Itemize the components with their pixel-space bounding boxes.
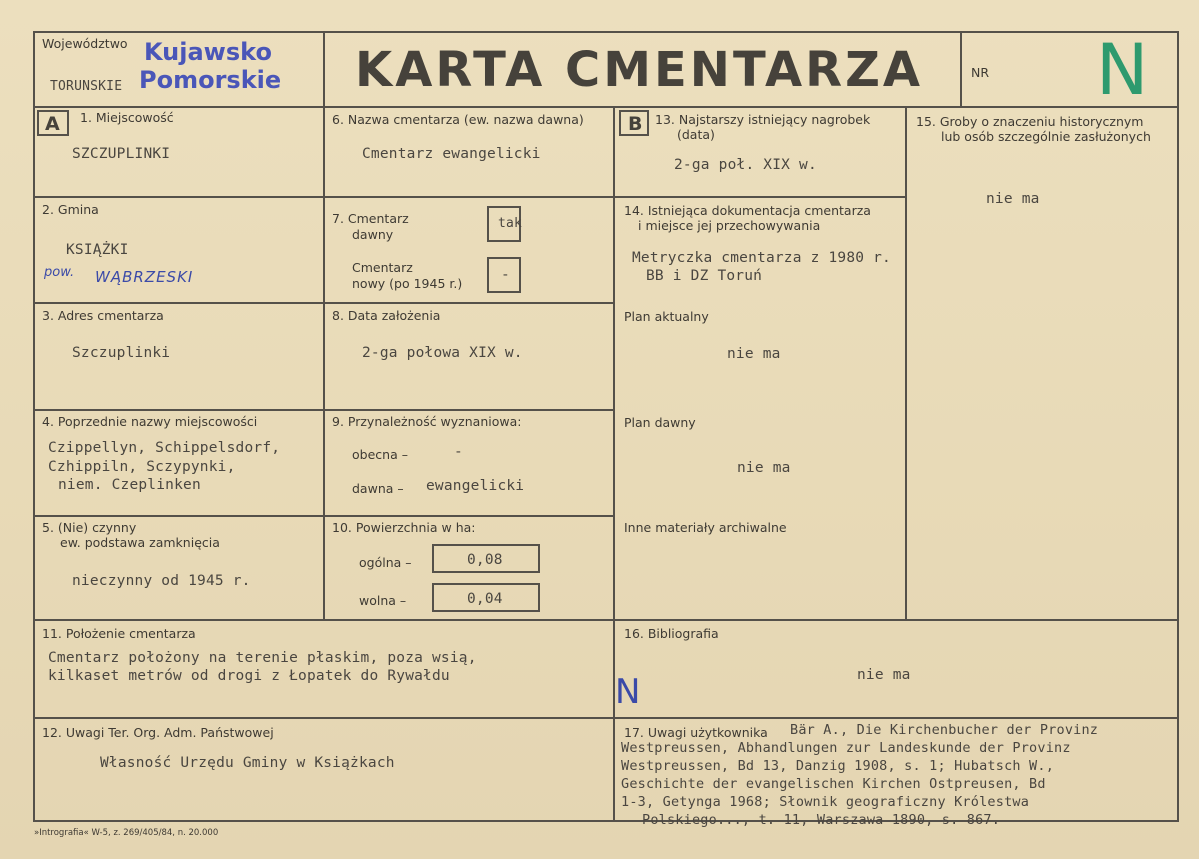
line	[1177, 31, 1179, 822]
field-11-label: 11. Położenie cmentarza	[42, 626, 196, 641]
field-4-line-3: niem. Czeplinken	[58, 477, 201, 493]
line	[323, 31, 325, 107]
field-7-checkbox-value: tak	[498, 216, 523, 231]
line	[33, 31, 35, 822]
field-5-label-2: ew. podstawa zamknięcia	[60, 535, 220, 550]
line	[33, 820, 1179, 822]
field-5-value: nieczynny od 1945 r.	[72, 573, 251, 589]
field-4-label: 4. Poprzednie nazwy miejscowości	[42, 414, 258, 429]
line	[33, 106, 1179, 108]
field-14-label-1: 14. Istniejąca dokumentacja cmentarza	[624, 203, 871, 218]
line	[613, 106, 615, 822]
field-10-ogolna-value: 0,08	[467, 552, 503, 568]
page-title: KARTA CMENTARZA	[355, 42, 924, 98]
field-10-label: 10. Powierzchnia w ha:	[332, 520, 476, 535]
region-stamp-line2: Pomorskie	[139, 66, 282, 94]
line	[323, 106, 325, 620]
field-9-dawna-label: dawna –	[352, 481, 404, 496]
field-7-checkbox	[487, 206, 521, 242]
field-7-label-1: 7. Cmentarz	[332, 211, 409, 226]
field-15-value: nie ma	[986, 191, 1040, 207]
field-13-label-2: (data)	[677, 127, 715, 142]
field-17-line-1: Bär A., Die Kirchenbucher der Provinz	[790, 722, 1099, 738]
field-13-value: 2-ga poł. XIX w.	[674, 157, 817, 173]
line	[960, 31, 962, 107]
field-12-label: 12. Uwagi Ter. Org. Adm. Państwowej	[42, 725, 274, 740]
field-1-value: SZCZUPLINKI	[72, 146, 171, 162]
field-16-label: 16. Bibliografia	[624, 626, 719, 641]
line	[905, 106, 907, 620]
plan-dawny-value: nie ma	[737, 460, 791, 476]
field-4-line-1: Czippellyn, Schippelsdorf,	[48, 440, 281, 456]
field-7-label-2: dawny	[352, 227, 394, 242]
field-2-label: 2. Gmina	[42, 202, 99, 217]
field-11-line-2: kilkaset metrów od drogi z Łopatek do Rywałdu	[48, 668, 450, 684]
field-17-line-6: Polskiego..., t. 11, Warszawa 1890, s. 867.	[642, 812, 1001, 828]
field-17-line-2: Westpreussen, Abhandlungen zur Landeskunde der Provinz	[621, 740, 1071, 756]
section-a-badge	[37, 110, 69, 136]
nr-marker: N	[1096, 29, 1149, 111]
field-7b-label-2: nowy (po 1945 r.)	[352, 276, 463, 291]
field-13-label-1: 13. Najstarszy istniejący nagrobek	[655, 112, 871, 127]
field-16-value: nie ma	[857, 667, 911, 683]
field-8-value: 2-ga połowa XIX w.	[362, 345, 523, 361]
field-3-value: Szczuplinki	[72, 345, 171, 361]
field-14-line-1: Metryczka cmentarza z 1980 r.	[632, 250, 891, 266]
field-7b-checkbox-value: -	[501, 267, 510, 283]
field-8-label: 8. Data założenia	[332, 308, 441, 323]
field-2-value: KSIĄŻKI	[66, 242, 129, 258]
field-10-wolna-label: wolna –	[359, 593, 407, 608]
plan-aktualny-label: Plan aktualny	[624, 309, 709, 324]
field-17-line-5: 1-3, Getynga 1968; Słownik geograficzny Królestwa	[621, 794, 1030, 810]
plan-dawny-label: Plan dawny	[624, 415, 696, 430]
field-10-wolna-value: 0,04	[467, 591, 503, 607]
field-10-wolna-box	[432, 583, 540, 612]
field-6-value: Cmentarz ewangelicki	[362, 146, 541, 162]
field-7b-label-1: Cmentarz	[352, 260, 413, 275]
field-3-label: 3. Adres cmentarza	[42, 308, 164, 323]
wojewodztwo-typed: TORUNSKIE	[50, 79, 123, 94]
nr-label: NR	[971, 65, 990, 80]
field-17-label: 17. Uwagi użytkownika	[624, 725, 768, 740]
field-7b-checkbox	[487, 257, 521, 293]
region-stamp-line1: Kujawsko	[144, 38, 272, 66]
field-17-line-4: Geschichte der evangelischen Kirchen Ostpreusen, Bd	[621, 776, 1046, 792]
field-9-dawna-value: ewangelicki	[426, 478, 525, 494]
line	[33, 619, 1179, 621]
field-15-label-2: lub osób szczególnie zasłużonych	[941, 129, 1151, 144]
field-14-line-2: BB i DZ Toruń	[646, 268, 763, 284]
field-5-label-1: 5. (Nie) czynny	[42, 520, 137, 535]
field-9-obecna-value: -	[454, 444, 463, 460]
field-6-label: 6. Nazwa cmentarza (ew. nazwa dawna)	[332, 112, 584, 127]
field-17-line-3: Westpreussen, Bd 13, Danzig 1908, s. 1; Hubatsch W.,	[621, 758, 1055, 774]
field-4-line-2: Czhippiln, Sczypynki,	[48, 459, 236, 475]
wojewodztwo-label: Województwo	[42, 36, 128, 51]
field-10-ogolna-label: ogólna –	[359, 555, 412, 570]
print-footer: »Intrografia« W-5, z. 269/405/84, n. 20.000	[34, 828, 219, 838]
field-10-ogolna-box	[432, 544, 540, 573]
line	[33, 717, 1179, 719]
field-12-value: Własność Urzędu Gminy w Książkach	[100, 755, 395, 771]
plan-aktualny-value: nie ma	[727, 346, 781, 362]
field-9-label: 9. Przynależność wyznaniowa:	[332, 414, 522, 429]
section-a-letter: A	[45, 113, 60, 135]
section-b-letter: B	[628, 113, 643, 135]
field-1-label: 1. Miejscowość	[80, 110, 174, 125]
inne-materialy-label: Inne materiały archiwalne	[624, 520, 787, 535]
field-16-handwritten-mark: N	[615, 672, 641, 712]
field-9-obecna-label: obecna –	[352, 447, 408, 462]
line	[33, 31, 1179, 33]
field-11-line-1: Cmentarz położony na terenie płaskim, poza wsią,	[48, 650, 477, 666]
field-2-handwritten: WĄBRZESKI	[95, 268, 194, 286]
line	[613, 196, 906, 198]
section-b-badge	[619, 110, 649, 136]
field-15-label-1: 15. Groby o znaczeniu historycznym	[916, 114, 1144, 129]
field-2-handwritten-prefix: pow.	[44, 265, 75, 280]
field-14-label-2: i miejsce jej przechowywania	[638, 218, 821, 233]
